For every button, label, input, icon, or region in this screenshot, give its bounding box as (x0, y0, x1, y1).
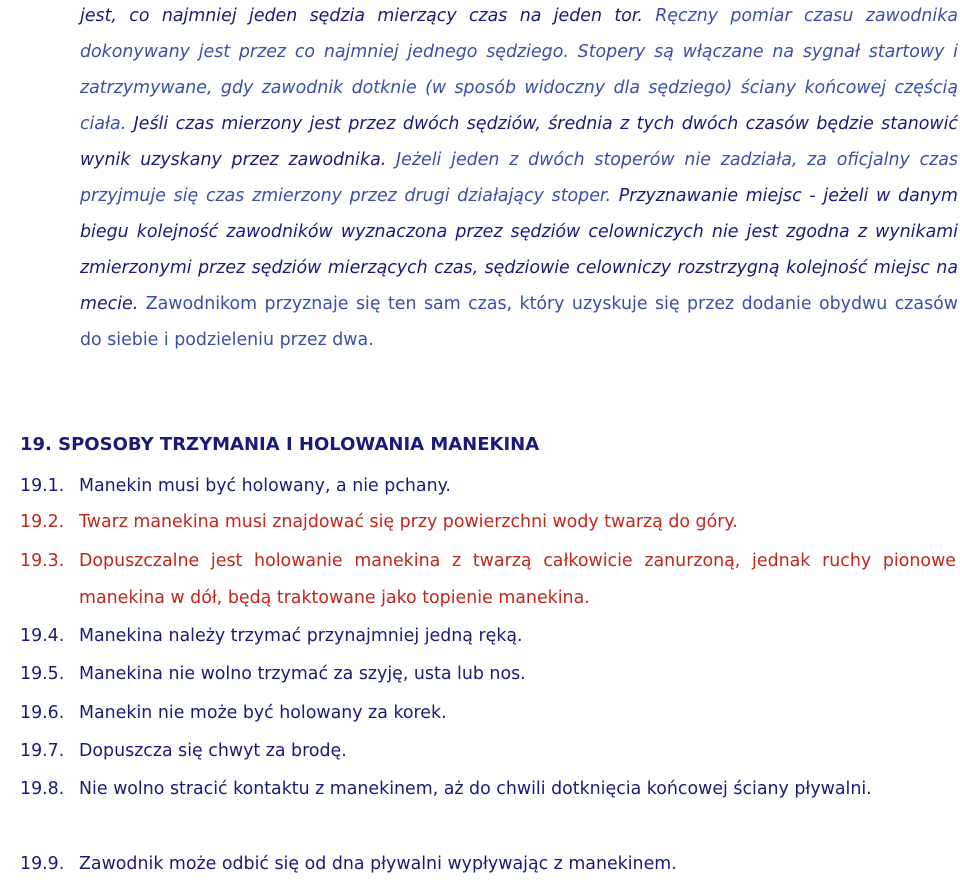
rule-text: Dopuszczalne jest holowanie manekina z twarzą całkowicie zanurzoną, jednak ruchy pionowe manekina w dół, będą traktowane jako topienie manekina. (79, 551, 956, 608)
rule-text: Manekina należy trzymać przynajmniej jedną ręką. (79, 626, 523, 646)
rule-item (20, 543, 956, 617)
rule-number: 19.1. (20, 476, 65, 496)
rule-number: 19.6. (20, 703, 65, 723)
section-heading: 19. SPOSOBY TRZYMANIA I HOLOWANIA MANEKINA (20, 434, 540, 455)
rule-text: Dopuszcza się chwyt za brodę. (79, 741, 347, 761)
rule-number: 19.9. (20, 854, 65, 874)
rule-item (20, 771, 956, 808)
rule-item (20, 656, 956, 693)
intro-sentence-2: Ręczny pomiar czasu zawodnika dokonywany jest przez co najmniej jednego sędziego. Stopery są włączane na sygnał startowy i zatrzymywane, gdy zawodnik dotknie (w sposób widoczny dla sędziego) ściany końcowej częścią ciała. (80, 6, 958, 134)
rule-number: 19.5. (20, 664, 65, 684)
intro-sentence-6: Zawodnikom przyznaje się ten sam czas, który uzyskuje się przez dodanie obydwu czasów do siebie i podzieleniu przez dwa. (80, 294, 958, 350)
rule-item (20, 846, 956, 883)
rule-item (20, 695, 956, 732)
rule-text: Manekin musi być holowany, a nie pchany. (79, 476, 451, 496)
rule-item (20, 504, 956, 541)
rule-number: 19.7. (20, 741, 65, 761)
rule-text: Zawodnik może odbić się od dna pływalni wypływając z manekinem. (79, 854, 677, 874)
intro-paragraph (80, 0, 958, 358)
rule-text: Manekin nie może być holowany za korek. (79, 703, 447, 723)
rule-item (20, 733, 956, 770)
intro-sentence-1: jest, co najmniej jeden sędzia mierzący czas na jeden tor. (80, 6, 643, 26)
rule-item (20, 468, 956, 505)
rule-item (20, 618, 956, 655)
rule-number: 19.4. (20, 626, 65, 646)
rule-text: Manekina nie wolno trzymać za szyję, usta lub nos. (79, 664, 526, 684)
rule-number: 19.8. (20, 779, 65, 799)
intro-sentence-5: Przyznawanie miejsc - jeżeli w danym biegu kolejność zawodników wyznaczona przez sędziów celowniczych nie jest zgodna z wynikami zmierzonymi przez sędziów mierzących czas, sędziowie celowniczy rozstrzygną kolejność miejsc na mecie. (80, 186, 958, 314)
rule-number: 19.3. (20, 551, 65, 571)
rule-text: Nie wolno stracić kontaktu z manekinem, aż do chwili dotknięcia końcowej ściany pływalni. (79, 779, 872, 799)
rule-text: Twarz manekina musi znajdować się przy powierzchni wody twarzą do góry. (79, 512, 738, 532)
rule-number: 19.2. (20, 512, 65, 532)
intro-sentence-4: Jeżeli jeden z dwóch stoperów nie zadziała, za oficjalny czas przyjmuje się czas zmierzony przez drugi działający stoper. (80, 150, 958, 206)
intro-sentence-3: Jeśli czas mierzony jest przez dwóch sędziów, średnia z tych dwóch czasów będzie stanowić wynik uzyskany przez zawodnika. (80, 114, 958, 170)
